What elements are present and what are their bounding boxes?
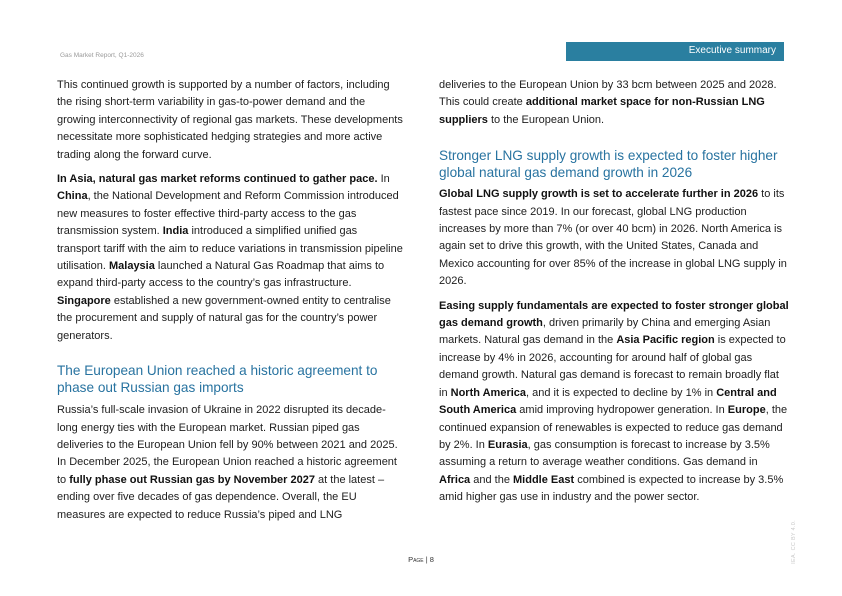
bold-text-span: fully phase out Russian gas by November 2027	[69, 473, 315, 486]
text-span: at the latest – ending over five decades of gas dependence. Overall, the EU measures are expected to reduce Russia’s piped and LNG	[57, 473, 385, 521]
heading-lng-supply-growth: Stronger LNG supply growth is expected to foster higher global natural gas demand growth in 2026	[439, 148, 778, 181]
heading-eu-phase-out: The European Union reached a historic agreement to phase out Russian gas imports	[57, 363, 378, 396]
bold-text-span: India	[162, 225, 189, 238]
bold-text-span: Europe	[727, 404, 766, 417]
license-mark: IEA. CC BY 4.0.	[791, 520, 797, 564]
bold-text-span: additional market space for non-Russian LNG suppliers	[439, 96, 765, 126]
text-span: , driven primarily by China and emerging Asian markets. Natural gas demand in the	[439, 317, 771, 347]
bold-text-span: North America	[450, 386, 527, 399]
bold-text-span: China	[57, 190, 88, 203]
page-separator: |	[423, 555, 430, 564]
text-span: , gas consumption is forecast to increase by 3.5% assuming a return to average weather conditions. Gas demand in	[439, 438, 770, 469]
bold-text-span: In Asia, natural gas market reforms continued to gather pace.	[57, 173, 378, 186]
bold-text-span: Easing supply fundamentals are expected to foster stronger global gas demand growth	[439, 299, 789, 330]
bold-text-span: Middle East	[513, 473, 575, 486]
text-span: to the European Union.	[487, 113, 605, 126]
paragraph-russia-invasion	[57, 402, 403, 524]
text-span: to its fastest pace since 2019. In our forecast, global LNG production increases by more than 7% (or over 40 bcm) in 2026. North America is again set to drive this growth, with the United States, Canada and Mexico accounting for over 85% of the increase in global LNG supply in 2026.	[439, 188, 787, 288]
page-footer	[0, 555, 842, 564]
report-title: Gas Market Report, Q1-2026	[60, 52, 144, 59]
section-tab: Executive summary	[566, 42, 784, 61]
text-span: introduced a simplified unified gas transport tariff with the aim to reduce variations in transmission pipeline utilisation.	[57, 225, 403, 273]
text-span: combined is expected to increase by 3.5% amid higher gas use in industry and the power sector.	[439, 473, 784, 504]
text-span: is expected to increase by 4% in 2026, accounting for around half of global gas demand growth. Natural gas demand is forecast to remain broadly flat in	[439, 334, 786, 399]
bold-text-span: Global LNG supply growth is set to accelerate further in 2026	[439, 188, 759, 201]
paragraph-asia-reforms	[57, 171, 403, 345]
text-span: amid improving hydropower generation. In	[516, 404, 728, 417]
text-span: Russia’s full-scale invasion of Ukraine in 2022 disrupted its decade-long energy ties with the European market. Russian piped gas deliveries to the European Union fell by 90% between 2021 and 2025. In December 2025, the European Union reached a historic agreement to	[57, 404, 398, 486]
paragraph-lng-supply	[439, 186, 789, 290]
text-span: deliveries to the European Union by 33 bcm between 2025 and 2028. This could create	[439, 79, 777, 109]
paragraph-demand-growth	[439, 298, 789, 507]
page-number: 8	[429, 555, 434, 564]
paragraph-growth-factors: This continued growth is supported by a number of factors, including the rising short-term variability in gas-to-power demand and the growing interconnectivity of regional gas markets. These developments necessitate more sophisticated hedging strategies and more active trading along the forward curve.	[57, 79, 403, 161]
bold-text-span: Africa	[439, 473, 471, 486]
bold-text-span: Malaysia	[108, 260, 155, 273]
bold-text-span: Eurasia	[487, 438, 528, 451]
text-span: , and it is expected to decline by 1% in	[526, 386, 717, 399]
right-column	[439, 77, 789, 507]
text-span: , the National Development and Reform Commission introduced new measures to foster effective third-party access to the gas transmission system.	[57, 190, 399, 238]
text-span: and the	[470, 473, 514, 486]
bold-text-span: Central and South America	[439, 386, 777, 417]
bold-text-span: Asia Pacific region	[616, 334, 715, 347]
bold-text-span: Singapore	[57, 294, 111, 307]
paragraph-eu-deliveries	[439, 77, 789, 129]
page-label: Page	[408, 555, 424, 564]
left-column	[57, 77, 403, 524]
text-span: In	[377, 173, 390, 186]
text-span: established a new government-owned entity to centralise the procurement and supply of natural gas for the country’s power generators.	[57, 294, 391, 342]
text-span: launched a Natural Gas Roadmap that aims to expand third-party access to the country’s gas infrastructure.	[57, 260, 385, 290]
text-span: , the continued expansion of renewables is expected to reduce gas demand by 2%. In	[439, 404, 788, 451]
